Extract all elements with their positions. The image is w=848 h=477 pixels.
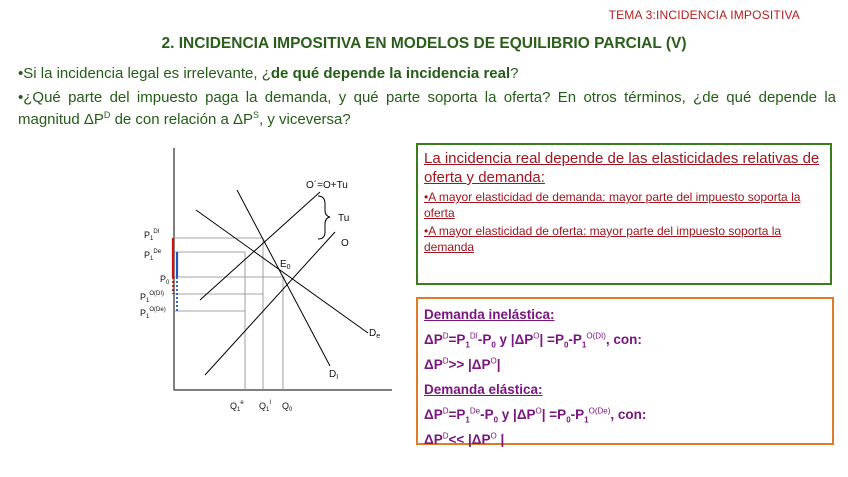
demand-elastic-curve <box>196 210 368 333</box>
bullet2-sup2: S <box>253 110 260 120</box>
price-label-p0: $P_0$ <box>160 274 170 286</box>
elastic-demand-formula: $\Delta P^D=P_1^{De}-P_0$ y $|\Delta P^O| =P_0-P_1^{O(De)}$, con: <box>424 406 647 425</box>
price-label-p1-de: $P_1^{De}$ <box>144 249 162 262</box>
tax-brace <box>318 196 330 239</box>
bullet2-part3: , y viceversa? <box>259 111 351 128</box>
inelastic-demand-relation: $\Delta P^D>> |\Delta P^O|$ <box>424 356 501 372</box>
bullet1-prefix: •Si la incidencia legal es irrelevante, ¿ <box>18 65 271 82</box>
bullet2-sup1: D <box>103 110 111 120</box>
demand-inelastic-curve <box>237 190 330 366</box>
elasticity-incidence-box <box>416 143 832 285</box>
supply-curve-taxed <box>200 192 320 300</box>
price-label-p1-odi: $P_1^{O(DI)}$ <box>140 291 165 304</box>
quantity-label-q1-e: $Q_1^e$ <box>230 400 244 413</box>
slide-title: 2. INCIDENCIA IMPOSITIVA EN MODELOS DE EQUILIBRIO PARCIAL (V) <box>161 35 687 52</box>
elasticity-heading: La incidencia real depende de las elasticidades relativas de oferta y demanda: <box>424 150 820 186</box>
bullet2-part1: •¿Qué parte del impuesto paga la demanda, y qué parte soporta la oferta? En otros términos, ¿de qué depende la magnitud ΔP <box>18 89 836 128</box>
demand-cases-box <box>416 297 834 445</box>
elastic-demand-relation: $\Delta P^D<< |\Delta P^O$ | <box>424 431 505 447</box>
supply-taxed-label: O´=O+Tu <box>306 180 348 191</box>
supply-label: O <box>341 238 349 249</box>
elasticity-point-demand: •A mayor elasticidad de demanda: mayor parte del impuesto soporta la oferta <box>424 190 801 220</box>
equilibrium-label: $E_0$ <box>280 259 291 271</box>
guide-lines <box>174 238 285 390</box>
bullet2-part2: de con relación a ΔP <box>110 111 254 128</box>
demand-elastic-label: $D_e$ <box>369 328 381 340</box>
bullet1-suffix: ? <box>510 65 519 82</box>
quantity-label-q0: $Q_0$ <box>282 401 293 413</box>
demand-inelastic-label: $D_I$ <box>329 369 339 381</box>
quantity-label-q1-i: $Q_1^I$ <box>259 400 272 413</box>
tax-label: Tu <box>338 213 350 224</box>
inelastic-demand-formula: $\Delta P^D=P_1^{DI}-P_0$ y $|\Delta P^O| =P_0-P_1^{O(DI)}$, con: <box>424 331 642 350</box>
price-label-p1-di: $P_1^{DI}$ <box>144 229 160 242</box>
inelastic-demand-heading: Demanda inelástica: <box>424 307 555 322</box>
topic-label: TEMA 3:INCIDENCIA IMPOSITIVA <box>608 8 800 22</box>
price-label-p1-ode: $P_1^{O(De)}$ <box>140 307 166 320</box>
elastic-demand-heading: Demanda elástica: <box>424 382 543 397</box>
bullet1-bold: de qué depende la incidencia real <box>270 65 511 82</box>
elasticity-point-supply: •A mayor elasticidad de oferta: mayor parte del impuesto soporta la demanda <box>424 224 782 254</box>
